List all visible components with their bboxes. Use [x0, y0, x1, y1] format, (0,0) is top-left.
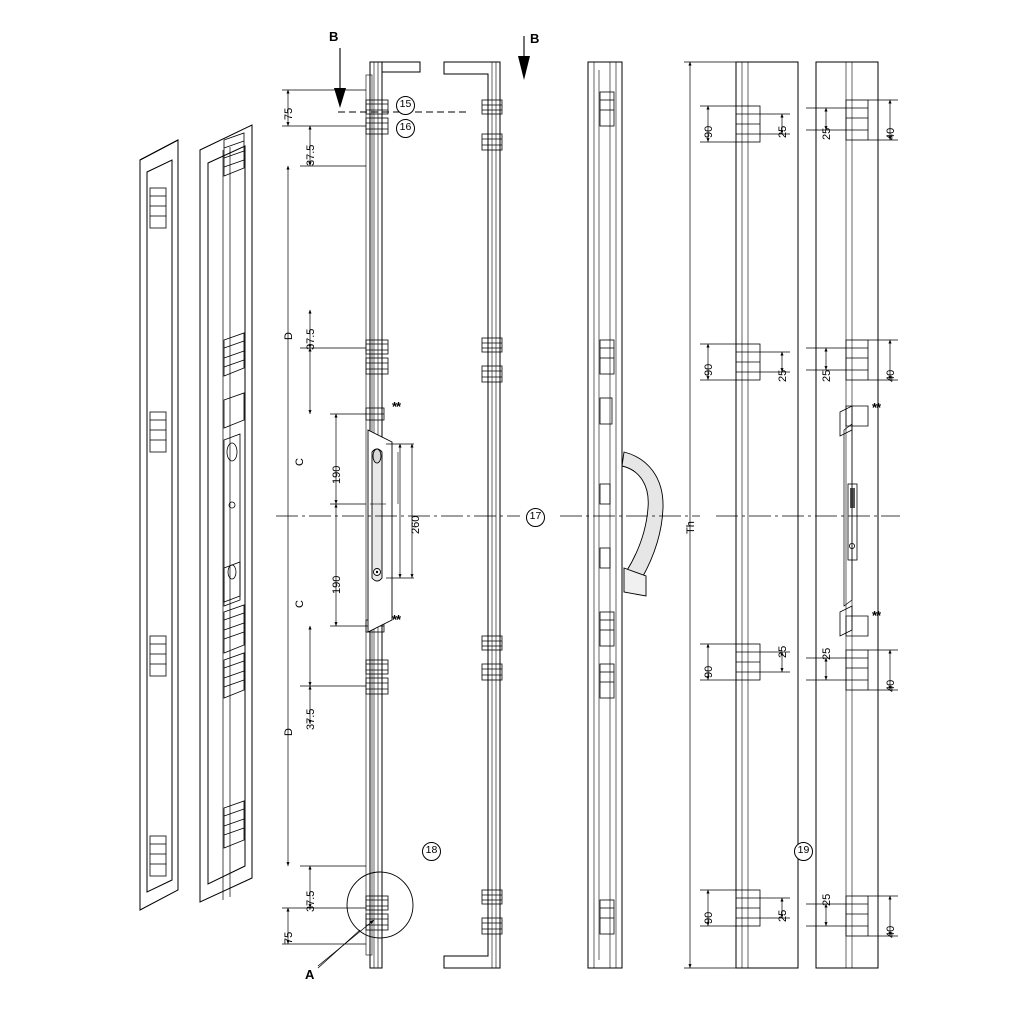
- dim-90-4: 90: [703, 911, 715, 924]
- dim-75-bottom: 75: [283, 931, 295, 944]
- section-label-b-left: B: [329, 29, 339, 44]
- section-label-b-right: B: [530, 31, 540, 46]
- asterisk-lower-front: **: [392, 612, 401, 627]
- dimension-lines-front: [282, 90, 414, 944]
- dim-90-3: 90: [703, 665, 715, 678]
- detail-a-leader: [318, 920, 374, 966]
- right-view-b: [816, 62, 881, 968]
- dim-40-b2: 40: [885, 369, 897, 382]
- dim-25-b2: 25: [821, 369, 833, 382]
- dim-90-1: 90: [703, 125, 715, 138]
- section-arrows: [334, 36, 530, 108]
- side-view-handle: [588, 62, 663, 968]
- dim-75-top: 75: [283, 107, 295, 120]
- dim-25-2: 25: [777, 369, 789, 382]
- balloon-16: 16: [396, 119, 415, 138]
- front-view-left-leaf: [318, 62, 420, 968]
- front-view-right-leaf: [444, 62, 502, 968]
- dim-25-b1: 25: [821, 127, 833, 140]
- right-view-a: [736, 62, 798, 968]
- dim-25-b4: 25: [821, 893, 833, 906]
- dim-37-5-upper: 37.5: [305, 328, 317, 350]
- dim-C-lower: C: [294, 600, 306, 608]
- dim-260: 260: [410, 515, 422, 534]
- dim-25-3: 25: [777, 645, 789, 658]
- asterisk-upper-right: **: [872, 400, 881, 415]
- dim-40-b1: 40: [885, 127, 897, 140]
- detail-label-a: A: [305, 967, 315, 982]
- dim-C-upper: C: [294, 458, 306, 466]
- balloon-17: 17: [526, 508, 545, 527]
- balloon-15: 15: [396, 96, 415, 115]
- balloon-19: 19: [794, 842, 813, 861]
- dim-90-2: 90: [703, 363, 715, 376]
- dim-25-4: 25: [777, 909, 789, 922]
- asterisk-lower-right: **: [872, 608, 881, 623]
- dim-D-lower: D: [283, 728, 295, 736]
- dimension-lines-right: [684, 62, 898, 968]
- dim-25-1: 25: [777, 125, 789, 138]
- dim-40-b3: 40: [885, 679, 897, 692]
- dim-37-5-lower: 37.5: [305, 708, 317, 730]
- dim-37-5-bottom: 37.5: [305, 890, 317, 912]
- dim-190-lower: 190: [331, 575, 343, 594]
- dim-Th: Th: [685, 521, 697, 534]
- dim-25-b3: 25: [821, 647, 833, 660]
- dim-D-upper: D: [283, 332, 295, 340]
- dim-37-5-top: 37.5: [305, 144, 317, 166]
- dim-40-b4: 40: [885, 925, 897, 938]
- dim-190-upper: 190: [331, 465, 343, 484]
- iso-view-left-2: [200, 125, 252, 902]
- asterisk-upper-front: **: [392, 399, 401, 414]
- balloon-18: 18: [422, 842, 441, 861]
- iso-view-left-1: [140, 140, 178, 910]
